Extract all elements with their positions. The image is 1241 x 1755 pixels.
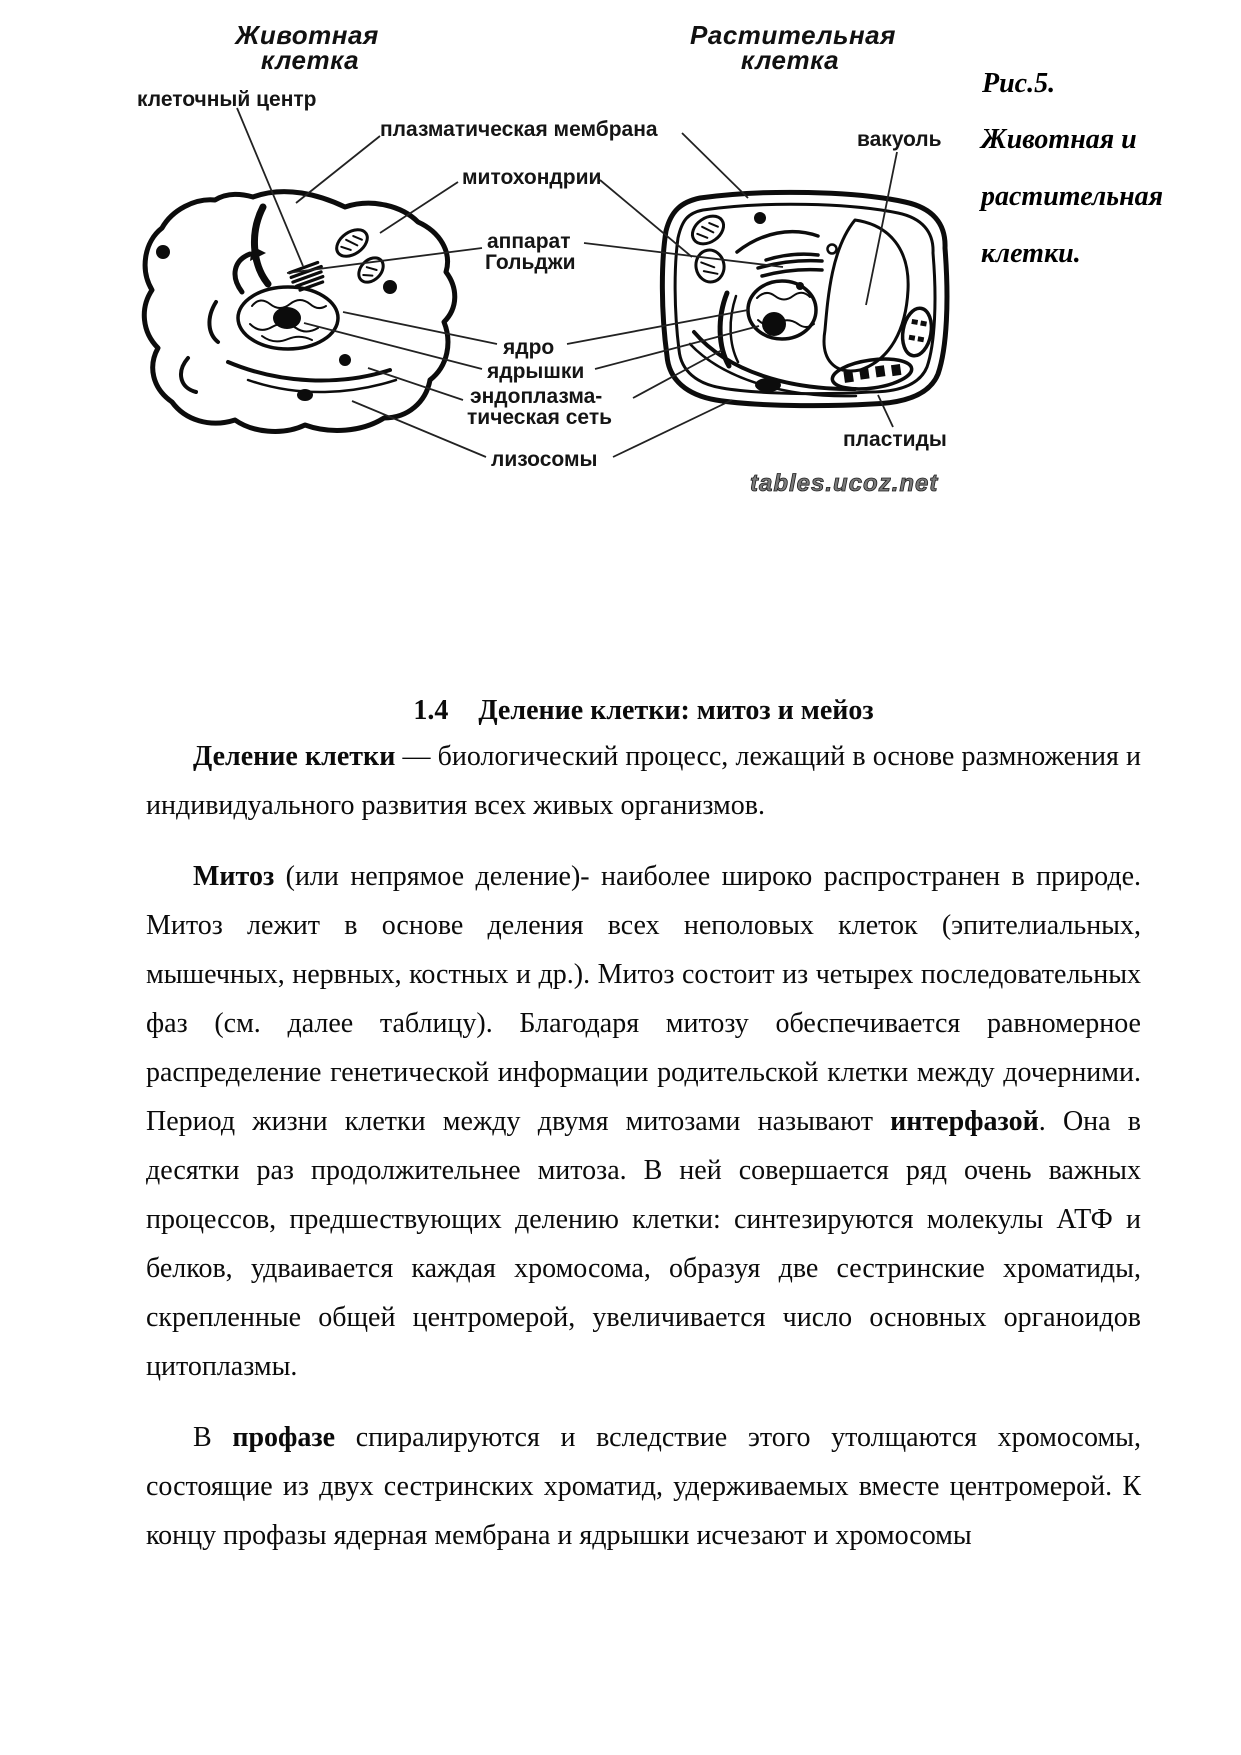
bold-term-interphase: интерфазой bbox=[890, 1106, 1039, 1137]
paragraph-text: спиралируются и вследствие этого утолщаются хромосомы, состоящие из двух сестринских хроматид, удерживаемых вместе центромерой. К концу профазы ядерная мембрана и ядрышки исчезают и хромосомы bbox=[146, 1422, 1141, 1551]
bold-term-cell-division: Деление клетки bbox=[193, 741, 396, 772]
section-number: 1.4 bbox=[413, 695, 449, 726]
plant-cell-title-line2: клетка bbox=[740, 45, 840, 75]
label-plasma-membrane: плазматическая мембрана bbox=[380, 118, 658, 141]
plant-cell-drawing bbox=[662, 192, 947, 405]
paragraph-text: В bbox=[193, 1422, 233, 1453]
label-lysosomes: лизосомы bbox=[491, 448, 598, 471]
section-title: Деление клетки: митоз и мейоз bbox=[478, 695, 874, 726]
label-golgi: аппарат bbox=[487, 230, 571, 253]
paragraph-text: (или непрямое деление)- наиболее широко распространен в природе. Митоз лежит в основе деления всех неполовых клеток (эпителиальных, мышечных, нервных, костных и др.). Митоз состоит из четырех последовательных фаз (см. далее таблицу). Благодаря митозу обеспечивается равномерное распределение генетической информации родительской клетки между дочерними. Период жизни клетки между двумя митозами называют bbox=[146, 861, 1141, 1137]
label-er: эндоплазма- bbox=[470, 385, 603, 408]
cell-diagram bbox=[0, 0, 1241, 640]
bold-term-prophase: профазе bbox=[232, 1422, 336, 1453]
label-plastids: пластиды bbox=[843, 428, 947, 451]
paragraph-cell-division bbox=[146, 732, 1141, 830]
label-cell-center: клеточный центр bbox=[137, 88, 317, 111]
label-nucleus: ядро bbox=[503, 336, 555, 359]
paragraph-mitosis bbox=[146, 852, 1141, 1391]
label-mitochondria: митохондрии bbox=[462, 166, 602, 189]
animal-cell-drawing bbox=[144, 192, 454, 432]
body-text bbox=[146, 732, 1141, 1582]
label-vacuole: вакуоль bbox=[857, 128, 942, 151]
bold-term-mitosis: Митоз bbox=[193, 861, 275, 892]
caption-line4: клетки. bbox=[981, 238, 1081, 269]
paragraph-text: — биологический процесс, лежащий в основе размножения и индивидуального развития всех живых организмов. bbox=[146, 741, 1141, 821]
label-golgi-line2: Гольджи bbox=[485, 251, 576, 274]
paragraph-prophase bbox=[146, 1413, 1141, 1560]
plant-cell-title: Растительная bbox=[690, 20, 896, 50]
caption-number: Рис.5. bbox=[982, 68, 1056, 99]
animal-cell-title-line2: клетка bbox=[260, 45, 360, 75]
caption-line3: растительная bbox=[981, 181, 1164, 212]
label-er-line2: тическая сеть bbox=[467, 406, 613, 429]
watermark: tables.ucoz.net bbox=[750, 470, 939, 497]
label-nucleoli: ядрышки bbox=[487, 360, 585, 383]
caption-line2: Животная и bbox=[981, 124, 1137, 155]
animal-cell-title: Животная bbox=[235, 20, 379, 50]
figure-caption bbox=[979, 68, 1163, 269]
section-heading bbox=[146, 693, 1141, 729]
paragraph-text: . Она в десятки раз продолжительнее митоза. В ней совершается ряд очень важных процессов, предшествующих делению клетки: синтезируются молекулы АТФ и белков, удваивается каждая хромосома, образуя две сестринские хроматиды, скрепленные общей центромерой, увеличивается число основных органоидов цитоплазмы. bbox=[146, 1106, 1141, 1382]
